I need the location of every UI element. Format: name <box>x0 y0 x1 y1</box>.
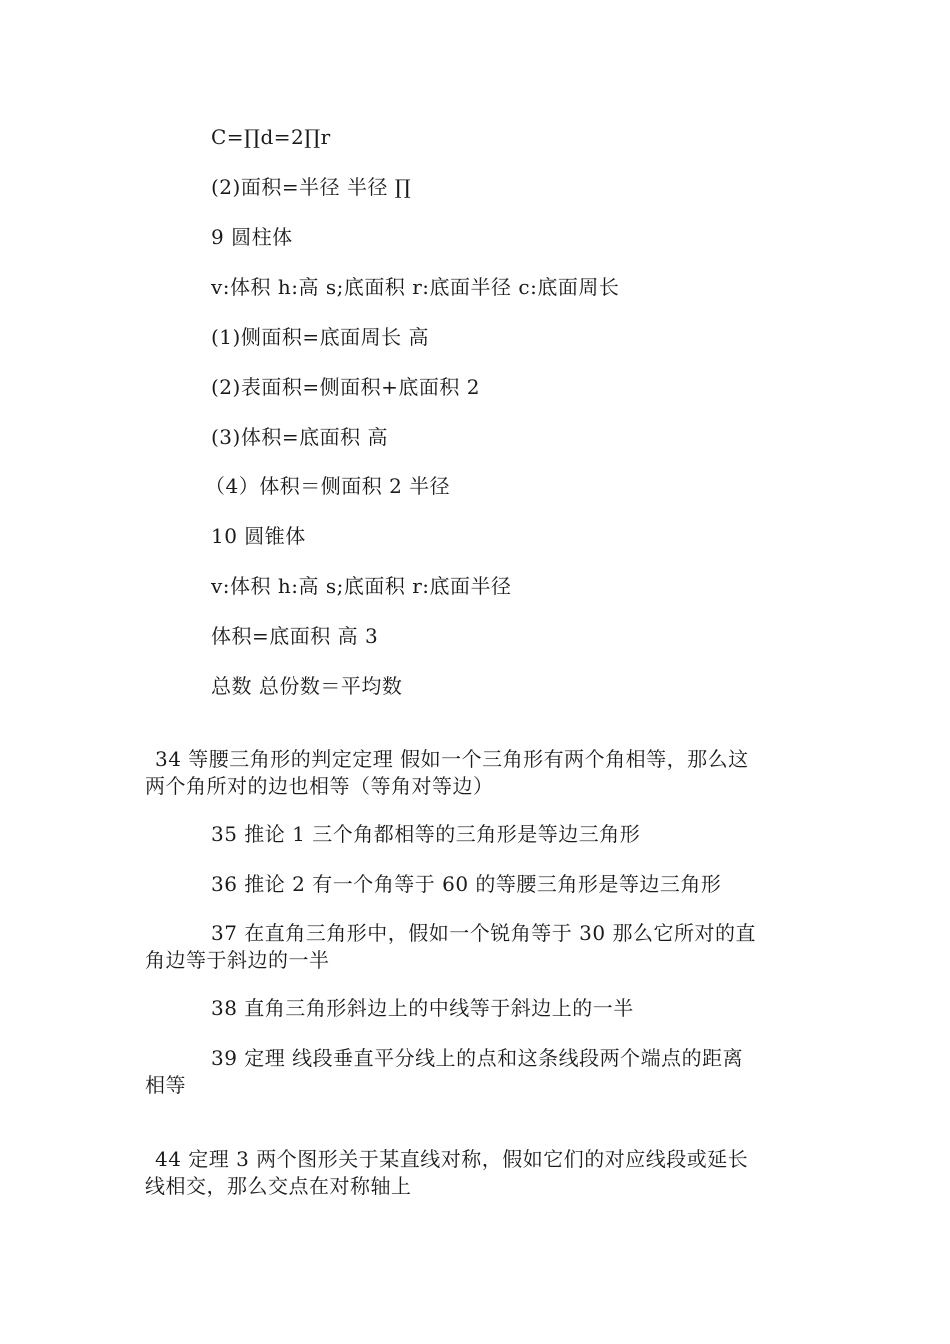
theorem-38: 38 直角三角形斜边上的中线等于斜边上的一半 <box>211 996 634 1020</box>
formula-circle-area: (2)面积=半径 半径 ∏ <box>211 175 412 199</box>
theorem-37 <box>145 920 810 974</box>
theorem-44-line-2: 线相交，那么交点在对称轴上 <box>145 1174 412 1198</box>
section-cone-heading: 10 圆锥体 <box>211 524 306 548</box>
cylinder-volume: (3)体积=底面积 高 <box>211 425 388 449</box>
cylinder-surface-area: (2)表面积=侧面积+底面积 2 <box>211 375 480 399</box>
section-cylinder-heading: 9 圆柱体 <box>211 225 293 249</box>
average-formula: 总数 总份数＝平均数 <box>211 674 403 698</box>
cylinder-volume-alt: （4）体积＝侧面积 2 半径 <box>205 474 451 498</box>
cone-variables: v:体积 h:高 s;底面积 r:底面半径 <box>211 574 512 598</box>
cylinder-lateral-area: (1)侧面积=底面周长 高 <box>211 325 429 349</box>
theorem-34-line-1: 34 等腰三角形的判定定理 假如一个三角形有两个角相等，那么这 <box>155 747 749 771</box>
theorem-39-line-2: 相等 <box>145 1073 186 1097</box>
theorem-39-line-1: 39 定理 线段垂直平分线上的点和这条线段两个端点的距离 <box>211 1046 744 1070</box>
theorem-34 <box>145 746 810 800</box>
theorem-36: 36 推论 2 有一个角等于 60 的等腰三角形是等边三角形 <box>211 872 722 896</box>
cylinder-variables: v:体积 h:高 s;底面积 r:底面半径 c:底面周长 <box>211 275 620 299</box>
theorem-37-line-1: 37 在直角三角形中，假如一个锐角等于 30 那么它所对的直 <box>211 921 756 945</box>
theorem-34-line-2: 两个角所对的边也相等（等角对等边） <box>145 774 494 798</box>
theorem-44-line-1: 44 定理 3 两个图形关于某直线对称，假如它们的对应线段或延长 <box>155 1147 749 1171</box>
theorem-37-line-2: 角边等于斜边的一半 <box>145 948 330 972</box>
formula-circle-circumference: C=∏d=2∏r <box>211 125 331 149</box>
theorem-35: 35 推论 1 三个角都相等的三角形是等边三角形 <box>211 822 641 846</box>
theorem-44 <box>145 1146 810 1200</box>
theorem-39 <box>145 1045 810 1099</box>
cone-volume: 体积=底面积 高 3 <box>211 624 379 648</box>
